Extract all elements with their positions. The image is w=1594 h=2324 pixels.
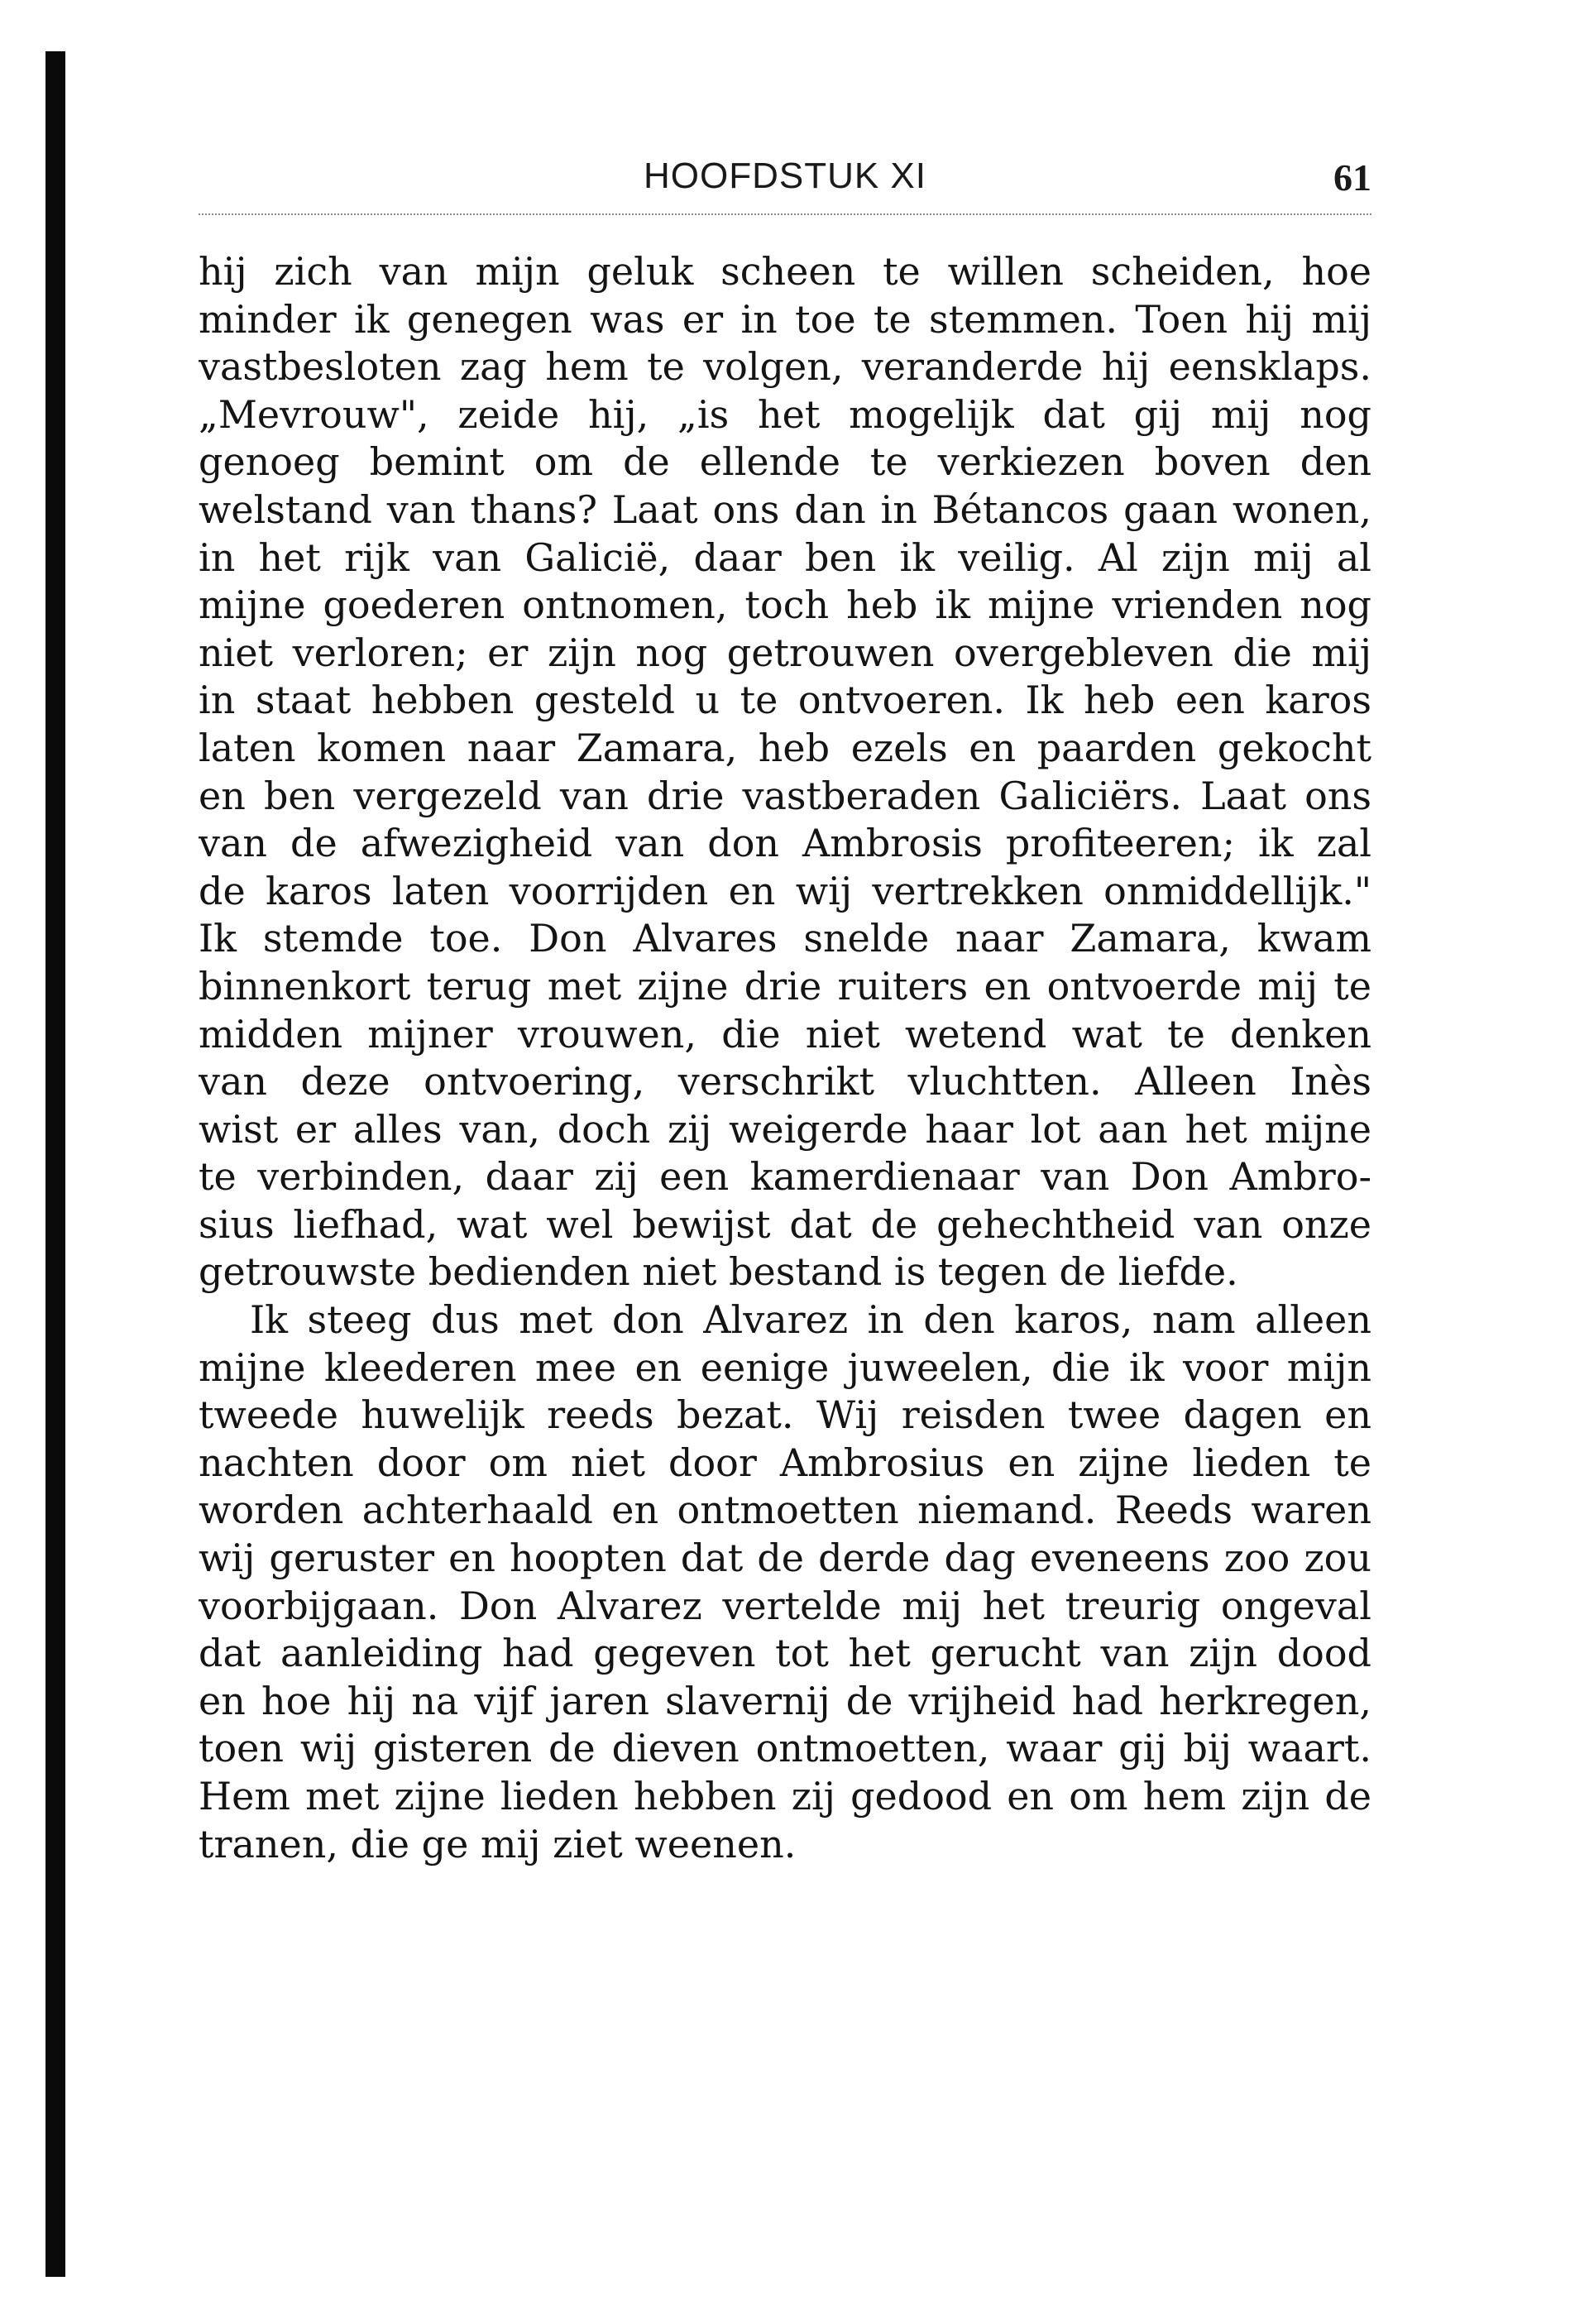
body-text (199, 248, 1371, 1868)
text-line: tranen, die ge mij ziet weenen. (199, 1821, 797, 1866)
header-rule (199, 213, 1371, 215)
paragraph-2 (199, 1296, 1371, 1868)
paragraph-1 (199, 248, 1371, 1296)
text-line: Ik stemde toe. Don Alvares snelde naar Zamara, kwam (199, 916, 1371, 961)
text-line: de karos laten voorrijden en wij vertrekken onmiddellijk." (199, 868, 1371, 913)
binding-edge (45, 51, 65, 2277)
text-line: niet verloren; er zijn nog getrouwen overgebleven die mij (199, 630, 1371, 675)
text-line: in het rijk van Galicië, daar ben ik veilig. Al zijn mij al (199, 534, 1371, 580)
text-line: voorbijgaan. Don Alvarez vertelde mij het treurig ongeval (199, 1583, 1371, 1628)
text-line: tweede huwelijk reeds bezat. Wij reisden twee dagen en (199, 1392, 1371, 1438)
text-line: vastbesloten zag hem te volgen, veranderde hij eensklaps. (199, 344, 1371, 390)
text-line: welstand van thans? Laat ons dan in Bétancos gaan wonen, (199, 486, 1371, 532)
text-line: te verbinden, daar zij een kamerdienaar van Don Ambro- (199, 1154, 1371, 1200)
text-line: mijne kleederen mee en eenige juweelen, die ik voor mijn (199, 1344, 1371, 1390)
text-line: Ik steeg dus met don Alvarez in den karos, nam alleen (250, 1297, 1371, 1343)
text-line: „Mevrouw", zeide hij, „is het mogelijk dat gij mij nog (199, 391, 1371, 437)
text-line: genoeg bemint om de ellende te verkiezen boven den (199, 439, 1371, 485)
text-line: worden achterhaald en ontmoetten niemand. Reeds waren (199, 1488, 1371, 1533)
text-line: wist er alles van, doch zij weigerde haar lot aan het mijne (199, 1106, 1371, 1152)
text-line: midden mijner vrouwen, die niet wetend wat te denken (199, 1011, 1371, 1057)
text-line: toen wij gisteren de dieven ontmoetten, waar gij bij waart. (199, 1726, 1371, 1771)
text-line: binnenkort terug met zijne drie ruiters en ontvoerde mij te (199, 963, 1371, 1009)
text-line: nachten door om niet door Ambrosius en zijne lieden te (199, 1440, 1371, 1485)
page-number: 61 (1333, 156, 1371, 199)
text-line: van deze ontvoering, verschrikt vluchtten. Alleen Inès (199, 1059, 1371, 1104)
text-line: mijne goederen ontnomen, toch heb ik mijne vrienden nog (199, 582, 1371, 628)
text-line: en ben vergezeld van drie vastberaden Galiciërs. Laat ons (199, 773, 1371, 818)
text-line: sius liefhad, wat wel bewijst dat de gehechtheid van onze (199, 1201, 1371, 1247)
text-line: laten komen naar Zamara, heb ezels en paarden gekocht (199, 725, 1371, 770)
text-line: dat aanleiding had gegeven tot het gerucht van zijn dood (199, 1631, 1371, 1676)
text-line: getrouwste bedienden niet bestand is tegen de liefde. (199, 1249, 1238, 1295)
text-line: hij zich van mijn geluk scheen te willen scheiden, hoe (199, 249, 1371, 294)
text-line: in staat hebben gesteld u te ontvoeren. Ik heb een karos (199, 678, 1371, 723)
text-line: minder ik genegen was er in toe te stemmen. Toen hij mij (199, 296, 1371, 342)
running-head (199, 149, 1371, 215)
chapter-title: HOOFDSTUK XI (643, 156, 927, 196)
text-line: van de afwezigheid van don Ambrosis profiteeren; ik zal (199, 821, 1371, 866)
text-line: wij geruster en hoopten dat de derde dag eveneens zoo zou (199, 1536, 1371, 1581)
text-line: en hoe hij na vijf jaren slavernij de vrijheid had herkregen, (199, 1678, 1371, 1723)
text-line: Hem met zijne lieden hebben zij gedood en om hem zijn de (199, 1774, 1371, 1818)
